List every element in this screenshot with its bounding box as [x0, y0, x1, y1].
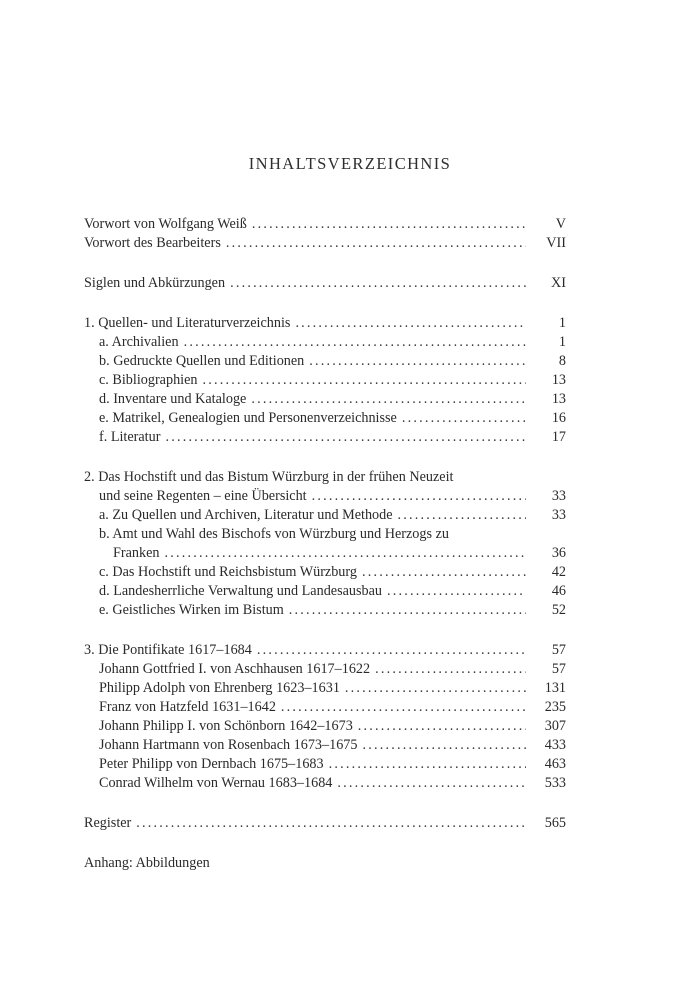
toc-entry[interactable] [84, 774, 566, 793]
toc-entry-label: Vorwort des Bearbeiters [84, 235, 221, 251]
toc-entry[interactable] [84, 641, 566, 660]
toc-entry[interactable] [84, 215, 566, 234]
toc-entry-label: f. Literatur [99, 429, 161, 445]
toc-entry[interactable] [84, 544, 566, 563]
toc-group [84, 468, 566, 620]
toc-entry-page-number: V [555, 216, 566, 232]
toc-entry-label: a. Zu Quellen und Archiven, Literatur und Methode [99, 507, 393, 523]
dot-leader [295, 314, 526, 333]
toc-entry[interactable] [84, 468, 566, 487]
toc-entry-page-number: 57 [551, 642, 566, 658]
toc-entry-label: Peter Philipp von Dernbach 1675–1683 [99, 756, 324, 772]
dot-leader [362, 563, 526, 582]
toc-entry-page-number: 33 [551, 488, 566, 504]
dot-leader [337, 774, 526, 793]
toc-entry[interactable] [84, 506, 566, 525]
toc-entry-label: Anhang: Abbildungen [84, 855, 210, 871]
dot-leader [345, 679, 526, 698]
toc-group [84, 314, 566, 447]
dot-leader [363, 736, 527, 755]
toc-entry-label: Register [84, 815, 132, 831]
toc-entry-page-number: 463 [544, 756, 566, 772]
toc-entry[interactable] [84, 274, 566, 293]
toc-entry-page-number: 235 [544, 699, 566, 715]
dot-leader [136, 814, 526, 833]
toc-entry-page-number: 565 [544, 815, 566, 831]
toc-group [84, 641, 566, 793]
toc-entry[interactable] [84, 333, 566, 352]
dot-leader [375, 660, 526, 679]
toc-group [84, 274, 566, 293]
toc-entry-page-number: 46 [551, 583, 566, 599]
dot-leader [358, 717, 526, 736]
dot-leader [398, 506, 526, 525]
toc-entry-label: Franken [113, 545, 160, 561]
toc-entry-label: Conrad Wilhelm von Wernau 1683–1684 [99, 775, 333, 791]
dot-leader [387, 582, 526, 601]
dot-leader [165, 428, 526, 447]
toc-entry-label: und seine Regenten – eine Übersicht [99, 488, 307, 504]
toc-entry[interactable] [84, 487, 566, 506]
toc-entry-label: c. Das Hochstift und Reichsbistum Würzburg [99, 564, 357, 580]
toc-entry-label: b. Amt und Wahl des Bischofs von Würzburg und Herzogs zu [99, 526, 449, 542]
toc-group [84, 814, 566, 833]
table-of-contents [84, 215, 566, 873]
dot-leader [184, 333, 526, 352]
toc-entry-page-number: 13 [551, 372, 566, 388]
dot-leader [252, 215, 526, 234]
toc-entry-label: d. Landesherrliche Verwaltung und Landesausbau [99, 583, 383, 599]
toc-entry[interactable] [84, 390, 566, 409]
toc-entry-page-number: 1 [558, 334, 566, 350]
toc-entry[interactable] [84, 428, 566, 447]
toc-entry[interactable] [84, 525, 566, 544]
toc-entry[interactable] [84, 679, 566, 698]
toc-entry-page-number: XI [551, 275, 566, 291]
dot-leader [165, 544, 527, 563]
toc-entry-label: e. Matrikel, Genealogien und Personenverzeichnisse [99, 410, 397, 426]
toc-entry-label: b. Gedruckte Quellen und Editionen [99, 353, 305, 369]
toc-entry-page-number: 52 [551, 602, 566, 618]
dot-leader [203, 371, 526, 390]
toc-entry[interactable] [84, 755, 566, 774]
toc-entry[interactable] [84, 563, 566, 582]
toc-entry[interactable] [84, 582, 566, 601]
toc-group [84, 215, 566, 253]
toc-entry-page-number: 36 [551, 545, 566, 561]
toc-entry[interactable] [84, 409, 566, 428]
dot-leader [251, 390, 526, 409]
toc-entry-page-number: 8 [558, 353, 566, 369]
dot-leader [289, 601, 526, 620]
toc-entry[interactable] [84, 601, 566, 620]
toc-entry-label: Franz von Hatzfeld 1631–1642 [99, 699, 276, 715]
dot-leader [312, 487, 526, 506]
toc-entry-label: 3. Die Pontifikate 1617–1684 [84, 642, 252, 658]
toc-entry[interactable] [84, 314, 566, 333]
toc-entry[interactable] [84, 698, 566, 717]
toc-entry-label: 1. Quellen- und Literaturverzeichnis [84, 315, 291, 331]
toc-entry-label: Johann Philipp I. von Schönborn 1642–1673 [99, 718, 353, 734]
toc-entry[interactable] [84, 234, 566, 253]
toc-entry-page-number: 433 [544, 737, 566, 753]
toc-entry-page-number: VII [546, 235, 566, 251]
toc-entry-label: d. Inventare und Kataloge [99, 391, 247, 407]
dot-leader [230, 274, 526, 293]
toc-entry-label: Johann Hartmann von Rosenbach 1673–1675 [99, 737, 358, 753]
toc-entry-page-number: 13 [551, 391, 566, 407]
dot-leader [257, 641, 526, 660]
toc-entry-label: c. Bibliographien [99, 372, 198, 388]
dot-leader [402, 409, 526, 428]
page-title: INHALTSVERZEICHNIS [248, 154, 452, 173]
toc-entry-label: Johann Gottfried I. von Aschhausen 1617–1622 [99, 661, 371, 677]
toc-entry-page-number: 42 [551, 564, 566, 580]
toc-entry-page-number: 307 [544, 718, 566, 734]
toc-entry-page-number: 131 [544, 680, 566, 696]
toc-entry-page-number: 57 [551, 661, 566, 677]
toc-entry[interactable] [84, 736, 566, 755]
toc-entry[interactable] [84, 660, 566, 679]
toc-entry[interactable] [84, 854, 566, 873]
toc-entry[interactable] [84, 814, 566, 833]
toc-entry-page-number: 533 [544, 775, 566, 791]
toc-entry-label: Siglen und Abkürzungen [84, 275, 226, 291]
toc-entry-page-number: 33 [551, 507, 566, 523]
toc-entry-label: Vorwort von Wolfgang Weiß [84, 216, 247, 232]
dot-leader [309, 352, 526, 371]
dot-leader [281, 698, 526, 717]
toc-entry-label: e. Geistliches Wirken im Bistum [99, 602, 284, 618]
toc-entry-label: a. Archivalien [99, 334, 179, 350]
toc-entry-label: 2. Das Hochstift und das Bistum Würzburg in der frühen Neuzeit [84, 469, 454, 485]
toc-entry[interactable] [84, 371, 566, 390]
dot-leader [329, 755, 526, 774]
toc-entry-label: Philipp Adolph von Ehrenberg 1623–1631 [99, 680, 340, 696]
toc-entry[interactable] [84, 352, 566, 371]
toc-entry[interactable] [84, 717, 566, 736]
toc-entry-page-number: 1 [558, 315, 566, 331]
toc-entry-page-number: 17 [551, 429, 566, 445]
toc-group [84, 854, 566, 873]
dot-leader [226, 234, 526, 253]
toc-entry-page-number: 16 [551, 410, 566, 426]
